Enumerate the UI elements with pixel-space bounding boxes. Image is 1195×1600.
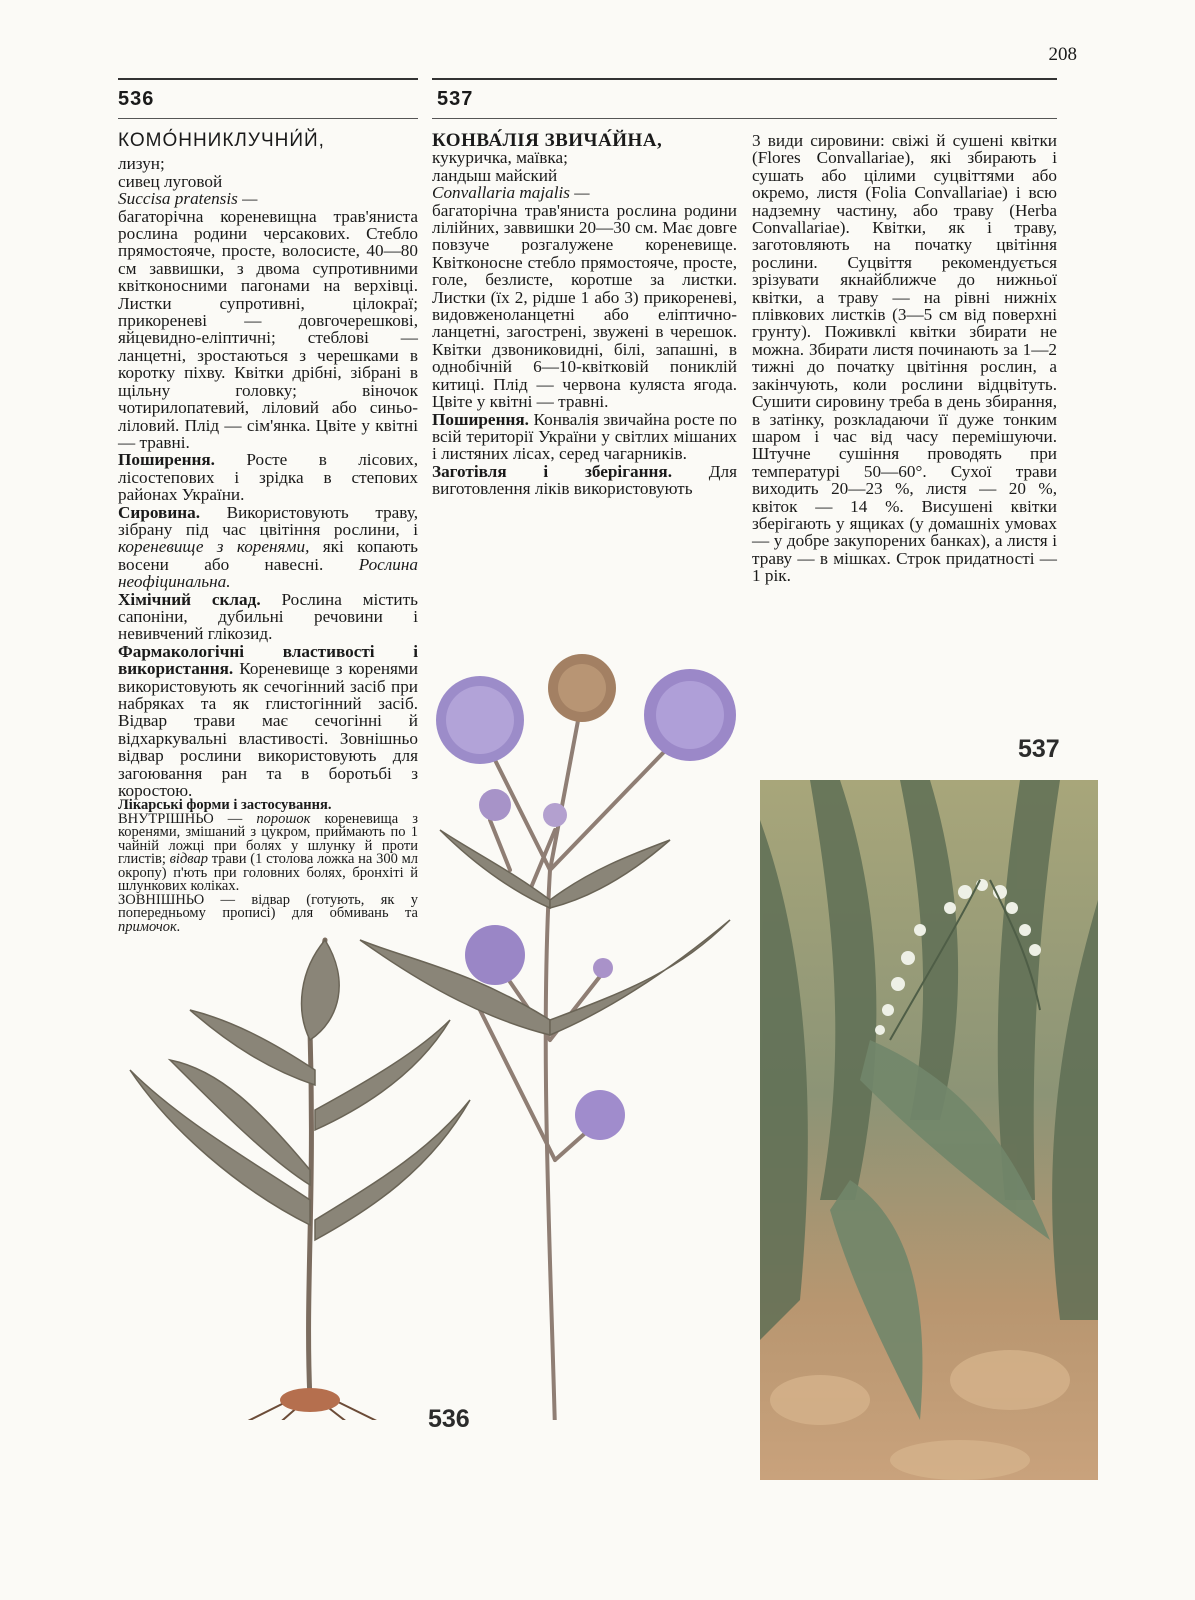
header-rule-536 <box>118 78 418 80</box>
column-537-b <box>752 132 1057 585</box>
synonym-2: сивец луговой <box>118 171 223 191</box>
external-italic: примочок. <box>118 918 181 935</box>
latin-name: Succisa pratensis — <box>118 189 258 209</box>
raw-heading: Сировина. <box>118 502 201 522</box>
synonym-2: ландыш майский <box>432 165 558 185</box>
internal-text: кореневища з коренями, змішаний з цукром, приймають по 1 чайній ложці при болях у шлунку й проти глистів; <box>118 810 418 868</box>
article-537-title: КОНВА́ЛІЯ ЗВИЧА́ЙНА, <box>432 130 663 151</box>
plate-label-537: 537 <box>1018 735 1060 763</box>
page-number: 208 <box>1048 44 1077 65</box>
distribution-heading: Поширення. <box>432 409 529 429</box>
illustration-succisa-pratensis <box>110 640 750 1420</box>
description: багаторічна трав'яниста рослина родини лілійних, заввишки 20—30 см. Має довге повзуче розгалужене кореневище. Квітконосне стебло прямостояче, просте, голе, безлисте, коротше за листки. Листки (їх 2, рідше 1 або 3) прикореневі, видовженоланцетні або еліптично-ланцетні, загострені, звужені в черешок. Квітки дзвониковидні, білі, запашні, в однобічній 6—10-квітковій пониклій китиці. Плід — червона куляста ягода. Цвіте у квітні — травні. <box>432 200 737 412</box>
article-536-title: КОМО́ННИКЛУЧНИ́Й, <box>118 130 325 151</box>
distribution-text: Конвалія звичайна росте по всій території України у світлих мішаних і листяних лісах, серед чагарників. <box>432 409 737 464</box>
harvest-heading: Заготівля і зберігання. <box>432 461 672 481</box>
pharm-heading: Фармакологічні властивості і використання. <box>118 641 418 679</box>
raw-text-2: які копають восени або навесні. <box>118 537 418 574</box>
external-text: відвар (готують, як у попередньому прописі) для обмивань та <box>118 891 418 922</box>
pharm-text: Кореневище з коренями використовують як сечогінний засіб при набряках та як глистогінний засіб. Відвар трави має сечогінні й відхаркувальні властивості. Зовнішньо відвар рослини використовують для загоювання ран та в боротьбі з коростою. <box>118 659 419 801</box>
external-label: ЗОВНІШНЬО — <box>118 891 236 908</box>
internal-label: ВНУТРІШНЬО — <box>118 810 243 827</box>
subheader-rule-536 <box>118 118 418 119</box>
latin-name: Convallaria majalis — <box>432 183 590 203</box>
article-number-536: 536 <box>118 88 155 110</box>
raw-note: Рослина неофіцинальна. <box>118 554 418 592</box>
synonym-1: лизун; <box>118 154 165 174</box>
raw-text-1: Використовують траву, зібрану під час цвітіння рослини, і <box>118 502 418 539</box>
forms-heading: Лікарські форми і застосування. <box>118 797 332 814</box>
raw-italic: кореневище з коренями, <box>118 537 310 557</box>
chem-text: Рослина містить сапоніни, дубильні речовини і невивчений глікозид. <box>118 589 418 644</box>
distribution-text: Росте в лісових, лісостепових і зрідка в степових районах України. <box>118 450 418 505</box>
photo-lily-of-the-valley <box>760 780 1098 1480</box>
chem-heading: Хімічний склад. <box>118 589 261 609</box>
internal-italic-2: відвар <box>169 851 208 868</box>
plate-label-536: 536 <box>428 1405 470 1433</box>
harvest-continuation: 3 види сировини: свіжі й сушені квітки (Flores Convallariae), які збирають і сушать або цілими суцвіттями або окремо, листя (Folia Convallariae) і всю надземну частину, або траву (Herba Convallariae). Квітки, як і траву, заготовляють на початку цвітіння рослини. Суцвіття рекомендується зрізувати якнайближче до нижньої квітки, а траву — на рівні нижніх плівкових листків (3—5 см від поверхні грунту). Поживклі квітки збирати не можна. Збирати листя починають за 1—2 тижні до початку цвітіння рослин, а закінчують, коли рослини відцвітуть. Сушити сировину треба в день збирання, в затінку, розкладаючи її дуже тонким шаром і час від часу перемішуючи. Штучне сушіння проводять при температурі 50—60°. Сухої трави виходить 20—23 %, листя — 20 %, квіток — 14 %. Висушені квітки зберігають у ящиках (у домашніх умовах — у добре закупорених банках), а листя і траву — в мішках. Строк придатності — 1 рік. <box>752 131 1057 586</box>
internal-text-2: трави (1 столова ложка на 300 мл окропу) п'ють при головних болях, бронхіті й шлункових коліках. <box>118 851 418 895</box>
header-rule-537 <box>432 78 1057 80</box>
subheader-rule-537 <box>432 118 1057 119</box>
distribution-heading: Поширення. <box>118 450 215 470</box>
harvest-text: Для виготовлення ліків використовують <box>432 461 737 499</box>
synonym-1: кукуричка, маївка; <box>432 148 568 168</box>
article-number-537: 537 <box>437 88 474 110</box>
column-537-a <box>432 132 737 498</box>
internal-italic: порошок <box>256 810 311 827</box>
description: багаторічна кореневищна трав'яниста рослина родини черсакових. Стебло прямостояче, просте, волосисте, 40—80 см заввишки, з двома супротивними квітконосними пагонами на верхівці. Листки супротивні, цілокраї; прикореневі — довгочерешкові, яйцевидно-еліптичні; стеблові — ланцетні, зростаються з черешками в коротку піхву. Квітки дрібні, зібрані в щільну головку; віночок чотирилопатевий, ліловий або синьо-ліловий. Плід — сім'янка. Цвіте у квітні — травні. <box>118 206 418 452</box>
